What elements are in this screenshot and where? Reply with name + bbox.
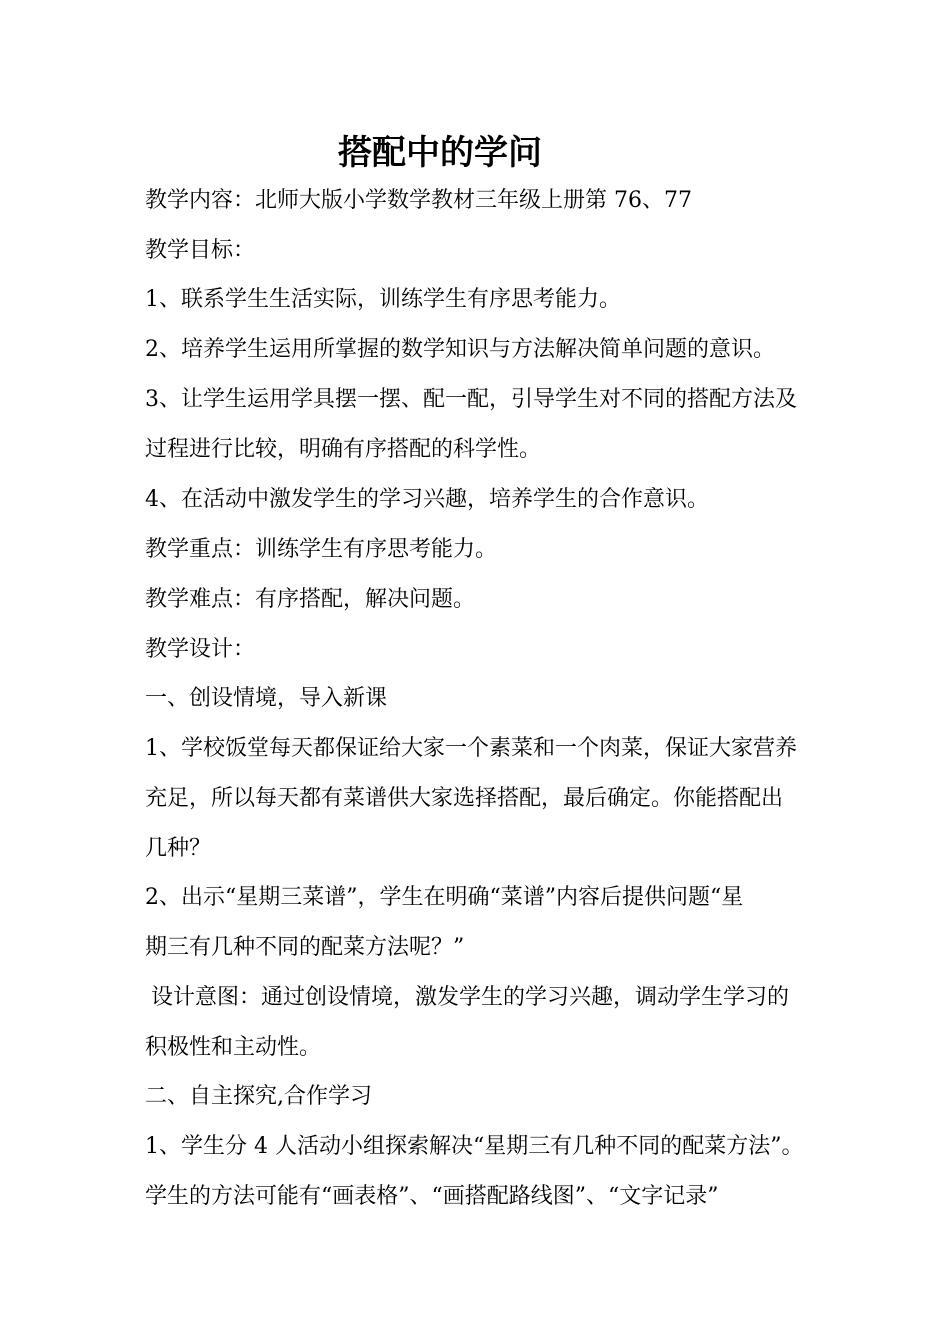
paragraph-line: 二、自主探究,合作学习 [145, 1084, 372, 1109]
paragraph-line: 3、让学生运用学具摆一摆、配一配，引导学生对不同的搭配方法及 [145, 387, 797, 412]
paragraph-line: 4、在活动中激发学生的学习兴趣，培养学生的合作意识。 [145, 487, 709, 512]
paragraph-line: 教学重点：训练学生有序思考能力。 [145, 537, 498, 562]
paragraph-line: 1、联系学生生活实际，训练学生有序思考能力。 [145, 287, 621, 312]
paragraph-line: 积极性和主动性。 [145, 1035, 322, 1060]
paragraph-line: 2、出示“星期三菜谱”，学生在明确“菜谱”内容后提供问题“星 [145, 885, 744, 910]
paragraph-line: 1、学校饭堂每天都保证给大家一个素菜和一个肉菜，保证大家营养 [145, 736, 797, 761]
paragraph-line: 2、培养学生运用所掌握的数学知识与方法解决简单问题的意识。 [145, 337, 775, 362]
paragraph-line: 1、学生分 4 人活动小组探索解决“星期三有几种不同的配菜方法”。 [145, 1134, 804, 1159]
paragraph-line: 过程进行比较，明确有序搭配的科学性。 [145, 437, 542, 462]
document-title: 搭配中的学问 [338, 133, 542, 173]
paragraph-line: 设计意图：通过创设情境，激发学生的学习兴趣，调动学生学习的 [151, 985, 790, 1010]
paragraph-line: 教学目标： [145, 238, 256, 263]
paragraph-line: 充足，所以每天都有菜谱供大家选择搭配，最后确定。你能搭配出 [145, 786, 784, 811]
paragraph-line: 学生的方法可能有“画表格”、“画搭配路线图”、“文字记录” [145, 1184, 719, 1209]
paragraph-line: 几种？ [145, 836, 212, 861]
paragraph-line: 教学设计： [145, 637, 256, 662]
paragraph-line: 教学内容：北师大版小学数学教材三年级上册第 76、77 [145, 188, 692, 213]
paragraph-line: 一、创设情境，导入新课 [145, 686, 388, 711]
paragraph-line: 期三有几种不同的配菜方法呢？” [145, 935, 465, 960]
paragraph-line: 教学难点：有序搭配，解决问题。 [145, 587, 476, 612]
